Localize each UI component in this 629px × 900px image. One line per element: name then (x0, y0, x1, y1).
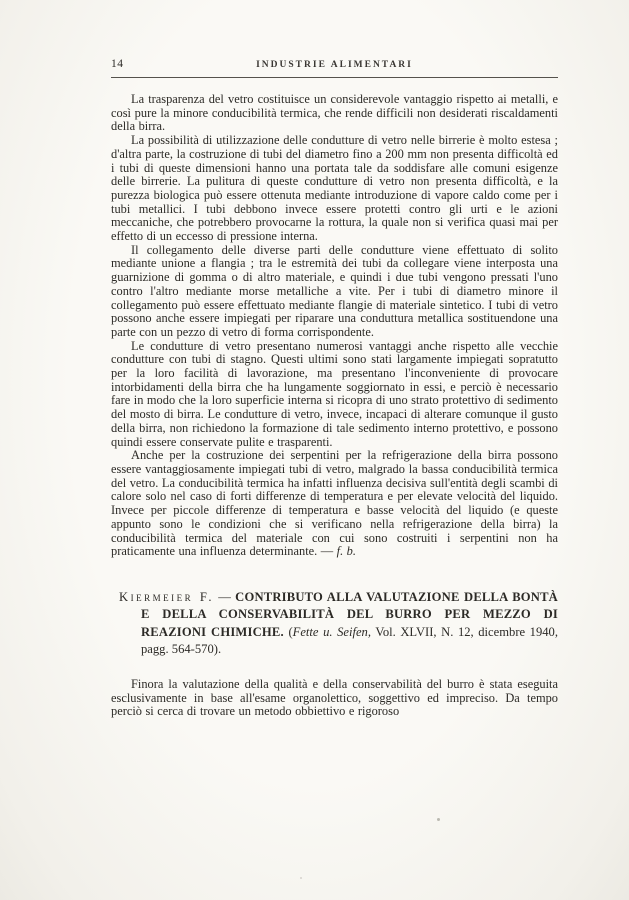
paragraph-coils (111, 449, 558, 559)
paragraph-coils-text: Anche per la costruzione dei serpentini per la refrigerazione della birra possono essere vantaggiosamente impiegati tubi di vetro, malgrado la bassa conducibilità termica del vetro. La conducibilità termica ha infatti influenza decisiva sull'entità degli scambi di calore solo nel caso di forti differenze di temperatura e per elevate velocità del liquido. Invece per piccole differenze di temperatura e basse velocità del liquido (e queste appunto sono le condizioni che si verificano nella refrigerazione della birra) la conducibilità termica del materiale con cui sono costruiti i serpentini non ha praticamente una influenza determinante. — (111, 448, 558, 559)
reference-author: Kiermeier F. (119, 589, 215, 604)
scan-artifact (300, 877, 302, 879)
paragraph-advantages: Le condutture di vetro presentano numerosi vantaggi anche rispetto alle vecchie condutture con tubi di stagno. Questi ultimi sono stati largamente impiegati sopratutto per la loro facilità di lavorazione, ma presentano l'inconveniente di provocare intorbidamenti della birra che ha lungamente soggiornato in essi, e perciò è necessario fare in modo che la loro superficie interna si ricopra di uno strato protettivo di sedimento del mosto di birra. Le condutture di vetro, invece, incapaci di alterare comunque il gusto della birra, non richiedono la formazione di tale sedimento interno protettivo, e possono quindi essere conservate pulite e trasparenti. (111, 338, 558, 449)
reference-source-journal: Fette u. Seifen, (292, 624, 371, 639)
reference-entry (111, 589, 558, 659)
article-glass-body (111, 93, 558, 559)
reference-source-detail: Vol. XLVII, N. 12, dicembre 1940, pagg. 564-570). (141, 624, 558, 657)
reference-source-open: ( (288, 624, 293, 639)
paragraph-transparency: La trasparenza del vetro costituisce un considerevole vantaggio rispetto ai metalli, e così pure la minore conducibilità termica, che rende difficili non desiderati riscaldamenti della birra. (111, 92, 558, 134)
page-number: 14 (111, 58, 124, 70)
journal-title: INDUSTRIE ALIMENTARI (256, 60, 413, 70)
page-content (111, 58, 558, 719)
paragraph-coupling: Il collegamento delle diverse parti delle condutture viene effettuato di solito mediante unione a flangia ; tra le estremità dei tubi da collegare viene interposta una guarnizione di gomma o di altro materiale, e quindi i due tubi vengono pressati l'uno contro l'altro mediante morse metalliche a vite. Per i tubi di diametro minore il collegamento può essere effettuato mediante flangie di materiale sintetico. I tubi di vetro possono anche essere impiegati per riparare una conduttura metallica sostituendone una parte con un pezzo di vetro di forma corrispondente. (111, 242, 558, 339)
reference-title: CONTRIBUTO ALLA VALUTAZIONE DELLA BONTÀ E DELLA CONSERVABILITÀ DEL BURRO PER MEZZO DI REAZIONI CHIMICHE. (141, 589, 558, 639)
reference-separator: — (218, 589, 231, 604)
article-butter-body (111, 678, 558, 719)
page-header (111, 58, 558, 78)
paragraph-butter-intro: Finora la valutazione della qualità e della conservabilità del burro è stata eseguita esclusivamente in base all'esame organolettico, soggettivo ed impreciso. Da tempo perciò si cerca di trovare un metodo obbiettivo e rigoroso (111, 676, 558, 719)
paragraph-utilization: La possibilità di utilizzazione delle condutture di vetro nelle birrerie è molto estesa ; d'altra parte, la costruzione di tubi del diametro fino a 200 mm non presenta difficoltà ed i tubi di queste dimensioni hanno una portata tale da soddisfare alle comuni esigenze delle birrerie. La pulitura di queste condutture di vetro non presenta difficoltà, e la purezza biologica può essere ottenuta mediante introduzione di vapore caldo come per i tubi metallici. I tubi debbono invece essere protetti contro gli urti e le azioni meccaniche, che potrebbero provocarne la rottura, la quale non si verifica quasi mai per effetto di un eccesso di pressione interna. (111, 133, 558, 244)
scan-artifact (437, 818, 440, 821)
reviewer-initials: f. b. (336, 544, 356, 559)
